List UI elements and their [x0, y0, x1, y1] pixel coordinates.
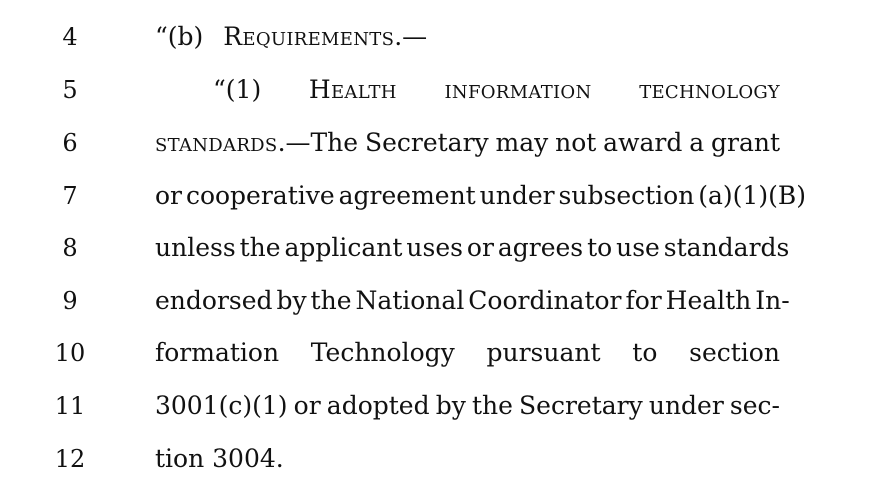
- bill-line: [0, 22, 880, 75]
- line-text: tion 3004.: [155, 444, 284, 473]
- bill-line: [0, 233, 880, 286]
- bill-line: [0, 444, 880, 497]
- line-number: 9: [62, 287, 78, 315]
- line-text: standards.—The Secretary may not award a grant: [155, 128, 780, 157]
- bill-line: [0, 128, 880, 181]
- line-text: formation Technology pursuant to section: [155, 338, 780, 367]
- bill-line: [0, 75, 880, 128]
- paragraph-heading: “(1) Health information technology: [213, 75, 780, 104]
- line-number: 10: [54, 339, 86, 367]
- line-number: 6: [62, 129, 78, 157]
- line-number: 12: [54, 445, 86, 473]
- bill-line: [0, 181, 880, 234]
- line-number: 4: [62, 23, 78, 51]
- bill-line: [0, 286, 880, 339]
- line-number: 5: [62, 76, 78, 104]
- line-text: 3001(c)(1) or adopted by the Secretary under sec-: [155, 391, 780, 420]
- line-text: or cooperative agreement under subsection (a)(1)(B): [155, 181, 806, 210]
- line-number: 11: [54, 392, 86, 420]
- bill-line: [0, 391, 880, 444]
- line-text: unless the applicant uses or agrees to use standards: [155, 233, 790, 262]
- subsection-heading: “(b) Requirements.—: [155, 22, 428, 51]
- line-text: endorsed by the National Coordinator for Health In-: [155, 286, 790, 315]
- bill-line: [0, 338, 880, 391]
- line-number: 7: [62, 182, 78, 210]
- line-number: 8: [62, 234, 78, 262]
